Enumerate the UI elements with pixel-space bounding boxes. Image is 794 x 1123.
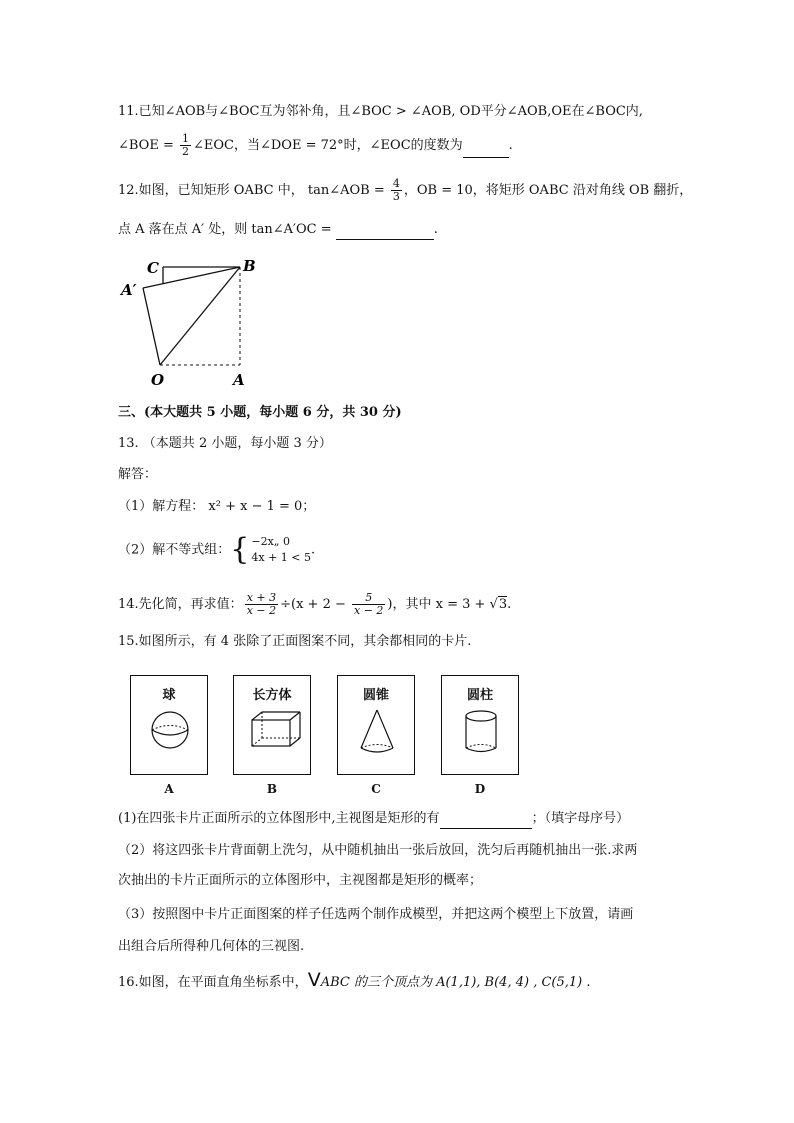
card-cone: [337, 675, 415, 775]
sphere-icon: [131, 704, 209, 774]
card-cone-title: 圆锥: [362, 688, 389, 703]
q16-text-b: ABC 的三个顶点为 A(1,1), B(4, 4) , C(5,1) .: [320, 975, 591, 990]
label-A-prime: A′: [121, 281, 137, 299]
q11-answer-blank[interactable]: [463, 143, 509, 158]
q13-part2: [118, 534, 315, 566]
q14-mid: ÷(x + 2 −: [280, 597, 350, 612]
q12-frac-num: 4: [392, 177, 400, 190]
q13-part1-text: （1）解方程： x² + x − 1 = 0；: [118, 499, 316, 514]
q11-frac-den: 2: [182, 145, 189, 158]
q11-expr-left: ∠BOE =: [118, 138, 178, 153]
cuboid-icon: [234, 704, 312, 774]
q14-text-a: 14.先化简，再求值：: [118, 597, 243, 612]
q14-line: [118, 592, 511, 617]
card-sphere: [130, 675, 208, 775]
q15-intro-text: 15.如图所示，有 4 张除了正面图案不同，其余都相同的卡片.: [118, 634, 472, 649]
cylinder-icon: [442, 704, 520, 774]
q15-answer-blank[interactable]: [440, 814, 532, 829]
card-cuboid-title: 长方体: [252, 688, 292, 703]
q12-answer-blank[interactable]: [336, 225, 434, 240]
q14-frac1-den: x − 2: [246, 604, 277, 617]
q15-part2-text2: 次抽出的卡片正面所示的立体图形中，主视图都是矩形的概率；: [118, 873, 483, 888]
q13-answer-label: [118, 465, 157, 485]
q15-part1: [118, 809, 629, 829]
q12-rectangle-figure: [115, 255, 265, 395]
system-line2: 4x + 1 < 5: [251, 551, 311, 564]
q11-expr-right: ∠EOC，当∠DOE = 72°时，∠EOC的度数为: [193, 138, 463, 153]
card-label-A: A: [164, 782, 174, 796]
q13-answer-text: 解答：: [118, 467, 158, 482]
q11-text: 11.已知∠AOB与∠BOC互为邻补角，且∠BOC > ∠AOB, OD平分∠AOB,OE在∠BOC内,: [118, 104, 643, 119]
label-O: O: [151, 371, 165, 389]
q15-intro: [118, 632, 471, 652]
inequality-system: [251, 534, 311, 566]
q11-frac-num: 1: [182, 132, 189, 145]
q11-line2: [118, 133, 513, 158]
q11-line1: [118, 102, 643, 122]
q12-period: .: [433, 222, 438, 237]
q12-text-a: 12.如图，已知矩形 OABC 中， tan∠AOB =: [118, 183, 389, 198]
system-line1: −2x„ 0: [251, 535, 290, 548]
cone-icon: [338, 704, 416, 774]
q12-fraction: [391, 178, 402, 203]
brace-icon: {: [230, 532, 250, 567]
q12-text-b: ，OB = 10，将矩形 OABC 沿对角线 OB 翻折，: [403, 183, 693, 198]
q13-title-text: 13. （本题共 2 小题，每小题 3 分）: [118, 436, 332, 451]
section3-title: [118, 403, 402, 423]
card-cuboid: [233, 675, 311, 775]
q13-title: [118, 434, 332, 454]
q12-line2: [118, 220, 438, 240]
q14-frac2-num: 5: [352, 592, 385, 605]
q12-text-c: 点 A 落在点 A′ 处，则 tan∠A′OC =: [118, 222, 336, 237]
q14-frac1-num: x + 3: [246, 591, 277, 604]
q13-part2-label: （2）解不等式组：: [118, 542, 231, 558]
label-B: B: [243, 257, 256, 275]
card-label-D: D: [474, 782, 486, 796]
q14-fraction1: [245, 592, 278, 617]
q12-frac-den: 3: [392, 190, 400, 203]
q14-fraction2: [352, 592, 385, 617]
q11-period: .: [508, 138, 513, 153]
q15-part3-line2: [118, 937, 304, 957]
label-C: C: [147, 259, 159, 277]
q15-part2-line2: [118, 871, 482, 891]
card-cylinder-title: 圆柱: [466, 688, 493, 703]
triangle-icon: V: [307, 969, 321, 991]
q15-part3-text2: 出组合后所得种几何体的三视图.: [118, 939, 305, 954]
card-cylinder: [441, 675, 519, 775]
section3-title-text: 三、(本大题共 5 小题，每小题 6 分，共 30 分): [118, 405, 402, 420]
q12-line1: [118, 178, 692, 203]
q14-sqrt-value: 3: [498, 597, 508, 612]
q14-text-b: )，其中 x = 3 +: [387, 597, 490, 612]
q15-part1-text: (1)在四张卡片正面所示的立体图形中,主视图是矩形的有: [118, 811, 440, 826]
q15-part2-line1: [118, 841, 637, 861]
q11-fraction: [180, 133, 191, 158]
q15-part3-text1: （3）按照图中卡片正面图案的样子任选两个制作成模型，并把这两个模型上下放置，请画: [118, 907, 634, 922]
sqrt-icon: √: [489, 597, 498, 612]
card-sphere-title: 球: [162, 688, 176, 703]
q15-part1-hint: ；（填字母序号）: [531, 811, 630, 826]
label-A: A: [233, 371, 245, 389]
q15-part3-line1: [118, 905, 633, 925]
q13-part1: [118, 497, 315, 517]
card-label-C: C: [371, 782, 381, 796]
q14-period: .: [507, 597, 512, 612]
q14-frac2-den: x − 2: [354, 604, 384, 617]
card-label-B: B: [266, 782, 278, 796]
q15-part2-text1: （2）将这四张卡片背面朝上洗匀，从中随机抽出一张后放回，洗匀后再随机抽出一张.求两: [118, 843, 638, 858]
q16-line: [118, 970, 590, 993]
q16-text-a: 16.如图，在平面直角坐标系中，: [118, 975, 308, 990]
q13-part2-period: .: [311, 542, 316, 558]
